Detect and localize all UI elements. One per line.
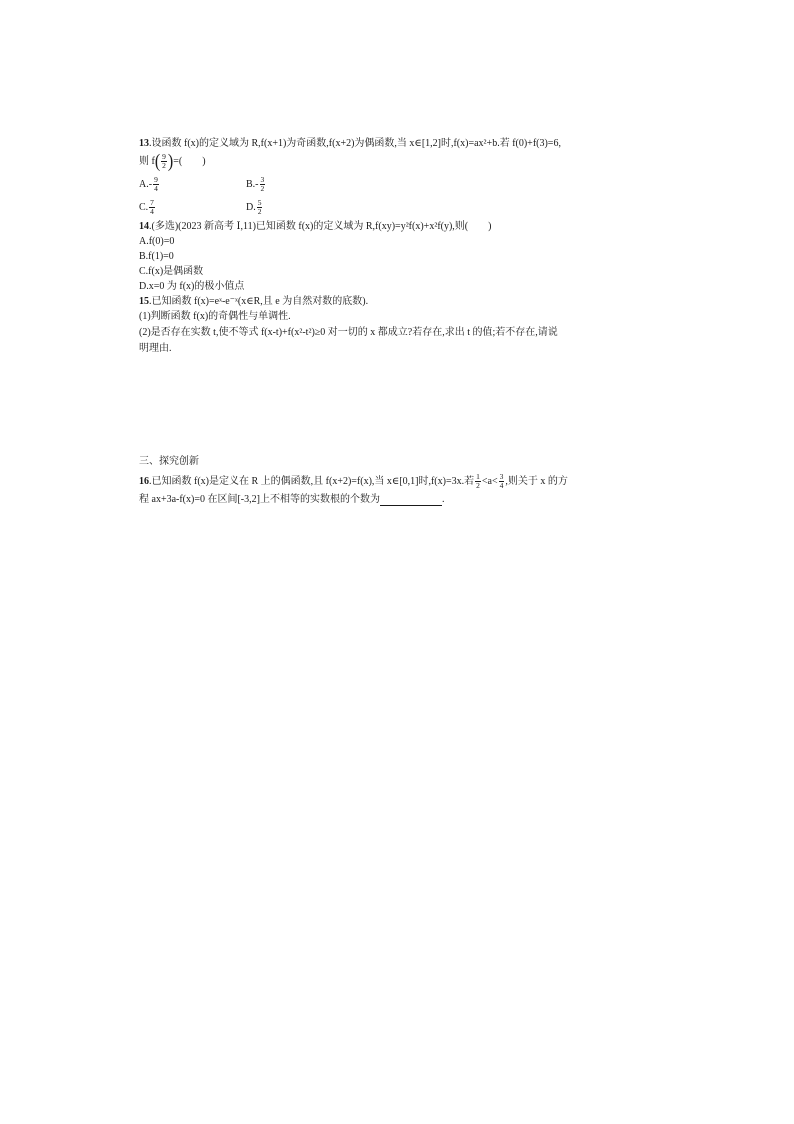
right-paren: ) (167, 150, 174, 172)
q13-stem-line1 (139, 137, 561, 150)
q14-stem (139, 220, 491, 233)
q16-stem-line1 (139, 473, 568, 490)
option-fraction (149, 199, 155, 216)
fraction-denominator: 4 (150, 207, 154, 216)
q16-inequality: <a< (481, 475, 498, 487)
q15-part2-line1: (2)是否存在实数 t,使不等式 f(x-t)+f(x²-t²)≥0 对一切的 x 都成立?若存在,求出 t 的值;若不存在,请说 (139, 327, 558, 338)
q15-part1: (1)判断函数 f(x)的奇偶性与单调性. (139, 311, 291, 322)
q14-option-c: C.f(x)是偶函数 (139, 266, 204, 277)
q13-stem-suffix: =( ) (173, 155, 206, 167)
q16-stem-text: 程 ax+3a-f(x)=0 在区间[-3,2]上不相等的实数根的个数为 (139, 494, 380, 505)
q14-option-d: D.x=0 为 f(x)的极小值点 (139, 281, 245, 292)
fraction-denominator: 2 (260, 184, 265, 193)
fraction-numerator: 5 (257, 198, 262, 207)
q14-stem-text: .(多选)(2023 新高考 Ⅰ,11)已知函数 f(x)的定义域为 R,f(xy)=y²f(x)+x²f(y),则( ) (149, 221, 492, 232)
q14-option-b: B.f(1)=0 (139, 251, 174, 262)
q16-period: . (441, 494, 445, 505)
q14-number: 14 (139, 221, 149, 232)
fraction-denominator: 2 (257, 207, 262, 216)
q13-option-a (139, 176, 160, 193)
q15-stem-text: .已知函数 f(x)=eˣ-e⁻ˣ(x∈R,且 e 为自然对数的底数). (149, 296, 369, 307)
q13-option-c (139, 199, 156, 216)
q13-option-d (246, 199, 263, 216)
q16-stem-line2 (139, 493, 444, 506)
option-fraction (153, 176, 159, 193)
section-title: 三、探究创新 (139, 456, 199, 467)
fraction-denominator: 2 (476, 481, 480, 490)
q13-fraction (161, 153, 167, 170)
fraction-numerator: 9 (154, 175, 158, 184)
q15-stem (139, 295, 368, 308)
fraction-numerator: 9 (162, 152, 166, 161)
fraction-numerator: 3 (499, 472, 504, 481)
option-label: C. (139, 201, 149, 213)
q14-option-a: A.f(0)=0 (139, 236, 175, 247)
q15-part2-line2: 明理由. (139, 343, 172, 354)
q13-stem-line2 (139, 150, 206, 172)
fraction-denominator: 4 (154, 184, 158, 193)
q15-number: 15 (139, 296, 149, 307)
q13-number: 13 (139, 138, 149, 149)
option-fraction (257, 199, 263, 216)
fraction-numerator: 7 (150, 198, 154, 207)
q16-fraction-1 (475, 473, 481, 490)
q13-stem-prefix: 则 f (139, 155, 155, 167)
q13-option-b (246, 176, 266, 193)
option-label: A.- (139, 178, 153, 190)
fraction-numerator: 3 (260, 175, 265, 184)
option-label: D. (246, 201, 256, 213)
q16-number: 16 (139, 475, 149, 487)
left-paren: ( (154, 150, 161, 172)
fraction-numerator: 1 (476, 472, 480, 481)
option-label: B.- (246, 178, 259, 190)
fraction-denominator: 4 (499, 481, 504, 490)
option-fraction (260, 176, 266, 193)
q16-fraction-2 (499, 473, 505, 490)
fraction-denominator: 2 (162, 161, 166, 170)
answer-blank[interactable] (380, 495, 442, 506)
q13-stem-text: .设函数 f(x)的定义域为 R,f(x+1)为奇函数,f(x+2)为偶函数,当 x∈[1,2]时,f(x)=ax²+b.若 f(0)+f(3)=6, (149, 138, 561, 149)
q16-stem-suffix: ,则关于 x 的方 (505, 475, 568, 487)
q16-stem-prefix: .已知函数 f(x)是定义在 R 上的偶函数,且 f(x+2)=f(x),当 x∈[0,1]时,f(x)=3x.若 (149, 475, 475, 487)
